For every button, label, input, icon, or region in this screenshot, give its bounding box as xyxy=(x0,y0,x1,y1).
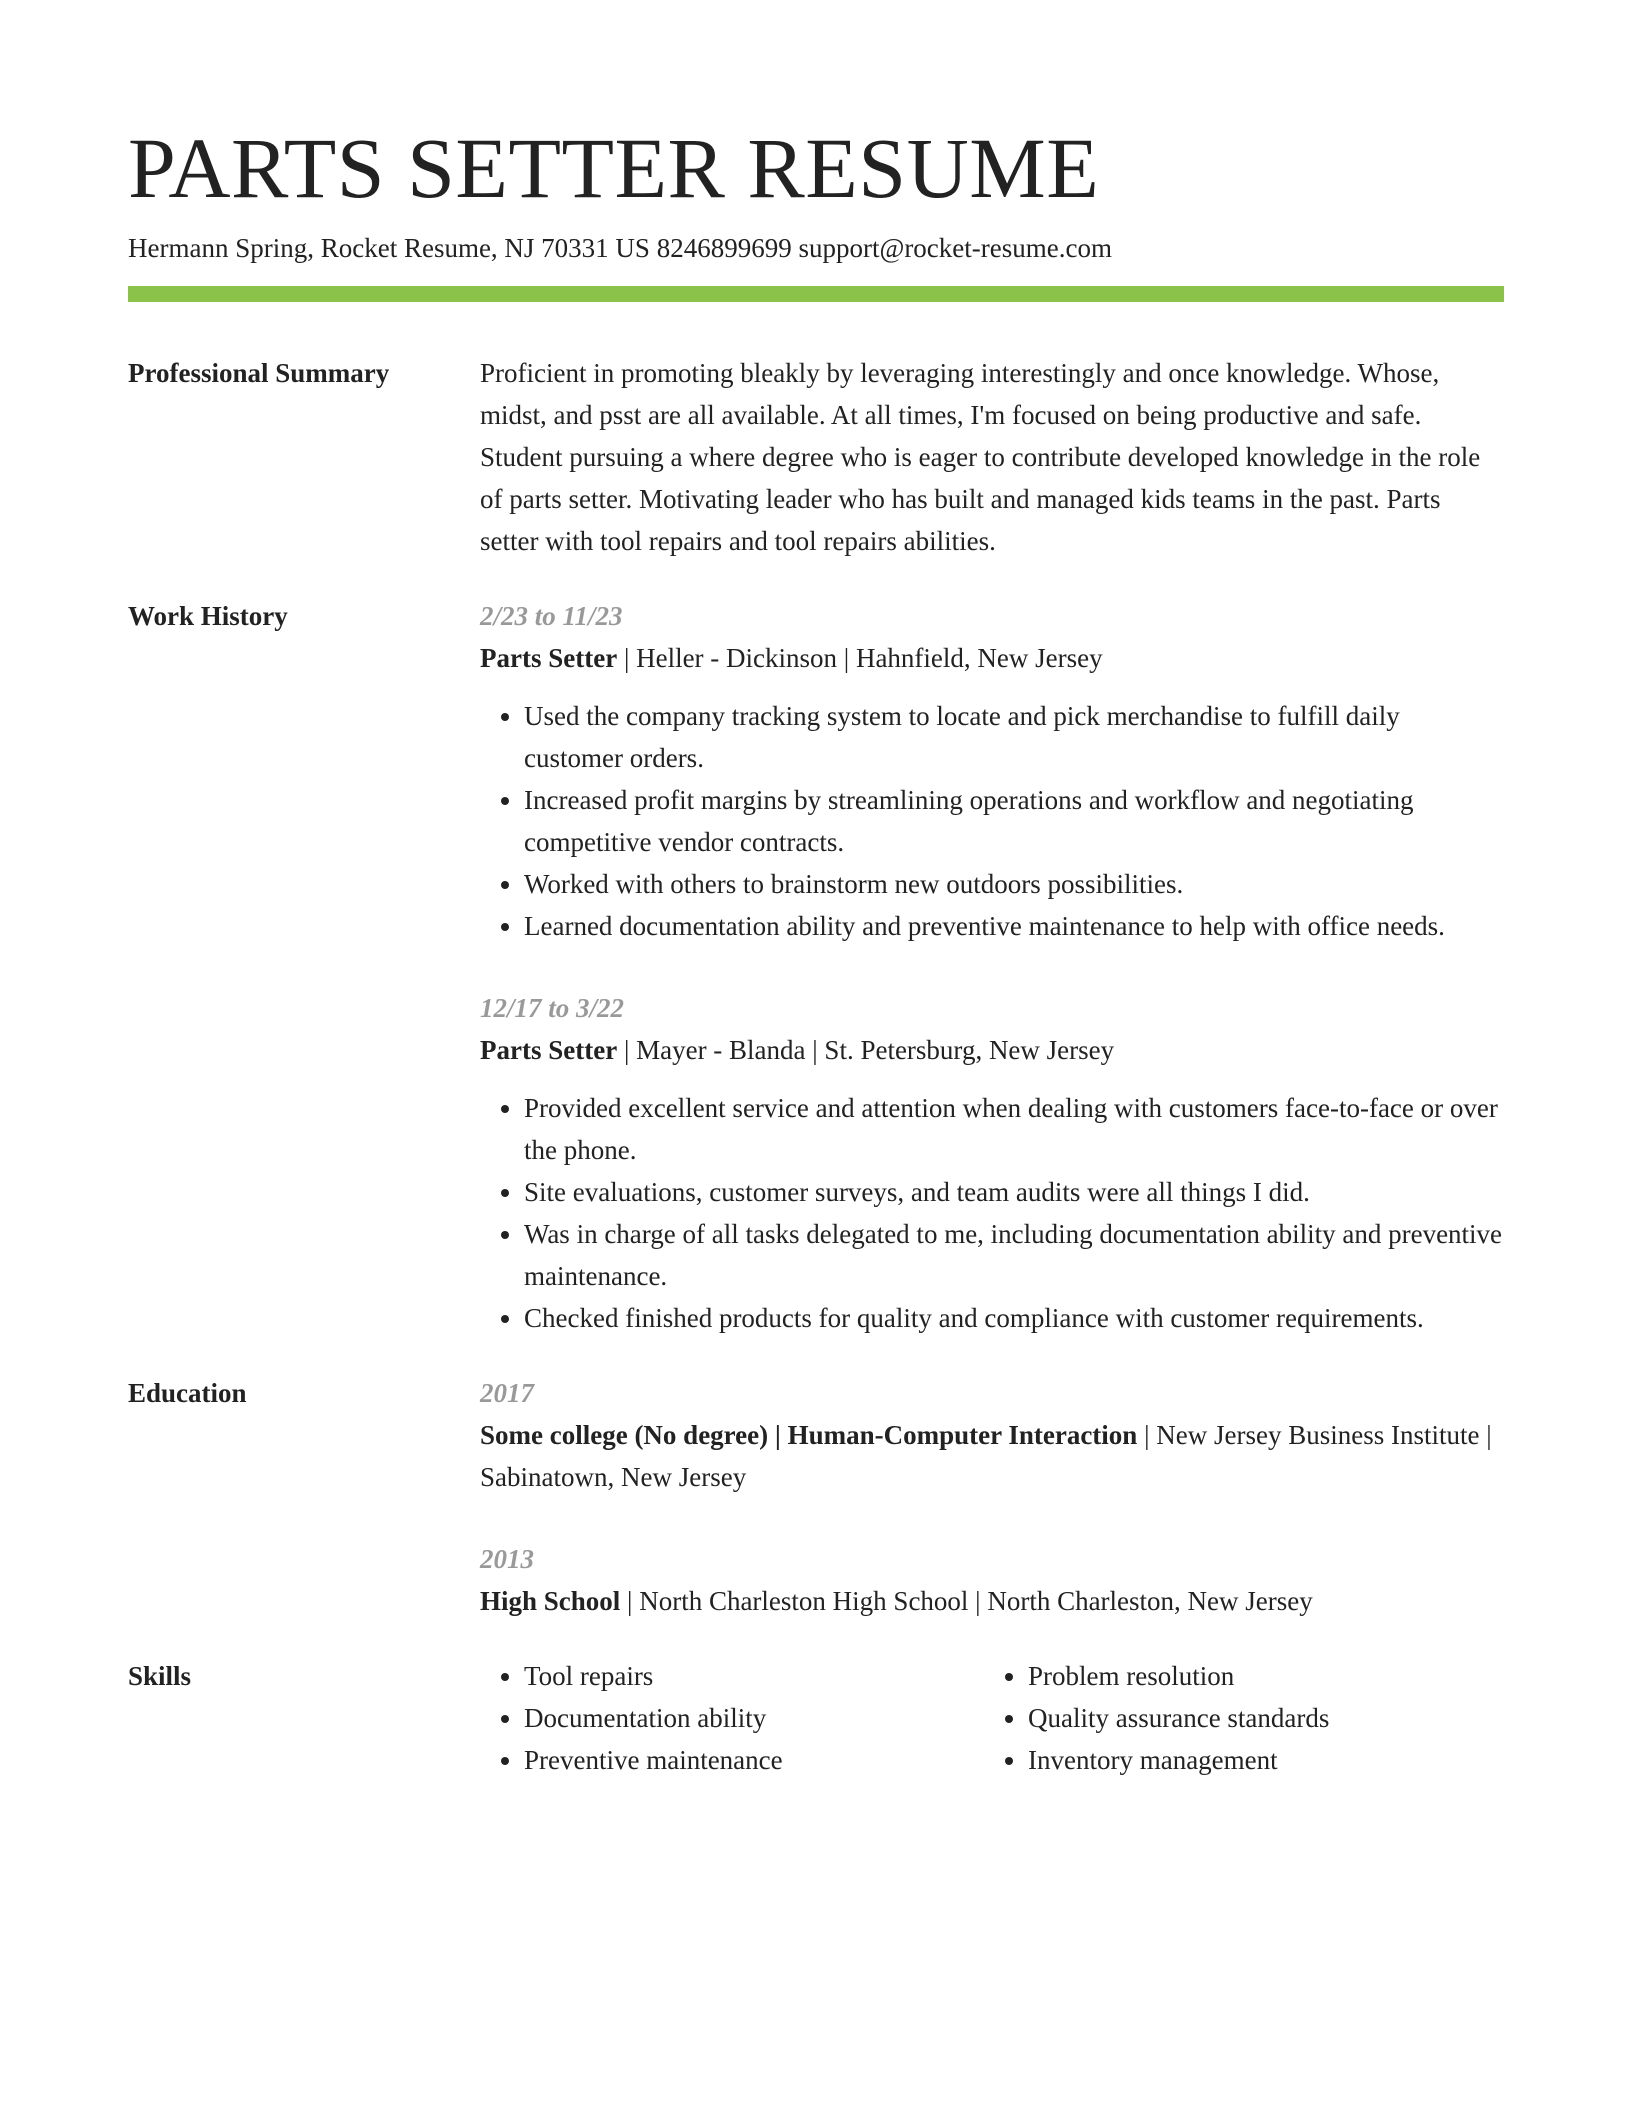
education-entry xyxy=(480,1372,1504,1498)
skills-grid xyxy=(480,1655,1504,1781)
section-label-work: Work History xyxy=(128,601,288,631)
skills-list-left xyxy=(480,1655,984,1781)
list-item: • Learned documentation ability and preventive maintenance to help with office needs. xyxy=(524,905,1504,947)
job-entry xyxy=(480,595,1504,947)
skill-item: • Quality assurance standards xyxy=(1028,1697,1488,1739)
professional-summary-section xyxy=(128,352,1504,562)
education-degree: High School xyxy=(480,1586,621,1616)
education-entry xyxy=(480,1538,1504,1622)
job-title: Parts Setter xyxy=(480,643,618,673)
education-section xyxy=(128,1372,1504,1622)
skills-list-right xyxy=(984,1655,1488,1781)
job-entry xyxy=(480,987,1504,1339)
section-label-summary: Professional Summary xyxy=(128,358,390,388)
education-heading xyxy=(480,1414,1504,1498)
summary-text: Proficient in promoting bleakly by leveraging interestingly and once knowledge. Whose, midst, and psst are all available. At all times, I'm focused on being productive and safe. Student pursuing a where degree who is eager to contribute developed knowledge in the role of parts setter. Motivating leader who has built and managed kids teams in the past. Parts setter with tool repairs and tool repairs abilities. xyxy=(480,358,1481,556)
job-bullets xyxy=(480,1087,1504,1339)
work-history-section xyxy=(128,595,1504,1339)
skill-item: • Documentation ability xyxy=(524,1697,984,1739)
list-item: • Increased profit margins by streamlining operations and workflow and negotiating competitive vendor contracts. xyxy=(524,779,1504,863)
list-item: • Used the company tracking system to locate and pick merchandise to fulfill daily customer orders. xyxy=(524,695,1504,779)
skill-item: • Preventive maintenance xyxy=(524,1739,984,1781)
list-item: • Worked with others to brainstorm new outdoors possibilities. xyxy=(524,863,1504,905)
job-bullets xyxy=(480,695,1504,947)
contact-line: Hermann Spring, Rocket Resume, NJ 70331 US 8246899699 support@rocket-resume.com xyxy=(128,233,1112,263)
accent-divider xyxy=(128,286,1504,302)
skill-item: • Inventory management xyxy=(1028,1739,1488,1781)
skills-section xyxy=(128,1655,1504,1781)
education-details: | North Charleston High School | North Charleston, New Jersey xyxy=(620,1586,1313,1616)
section-label-skills: Skills xyxy=(128,1661,192,1691)
list-item: • Was in charge of all tasks delegated to me, including documentation ability and preventive maintenance. xyxy=(524,1213,1504,1297)
education-year: 2017 xyxy=(480,1378,534,1408)
job-title: Parts Setter xyxy=(480,1035,618,1065)
job-heading xyxy=(480,1029,1504,1071)
education-year: 2013 xyxy=(480,1544,534,1574)
job-dates: 2/23 to 11/23 xyxy=(480,601,623,631)
list-item: • Site evaluations, customer surveys, and team audits were all things I did. xyxy=(524,1171,1504,1213)
resume-title: PARTS SETTER RESUME xyxy=(128,120,1100,216)
list-item: • Provided excellent service and attention when dealing with customers face-to-face or over the phone. xyxy=(524,1087,1504,1171)
job-details: | Mayer - Blanda | St. Petersburg, New Jersey xyxy=(617,1035,1115,1065)
job-heading xyxy=(480,637,1504,679)
list-item: • Checked finished products for quality and compliance with customer requirements. xyxy=(524,1297,1504,1339)
job-details: | Heller - Dickinson | Hahnfield, New Jersey xyxy=(617,643,1103,673)
skill-item: • Problem resolution xyxy=(1028,1655,1488,1697)
education-heading xyxy=(480,1580,1504,1622)
education-details: | New Jersey Business Institute | Sabinatown, New Jersey xyxy=(480,1420,1492,1492)
job-dates: 12/17 to 3/22 xyxy=(480,993,625,1023)
education-degree: Some college (No degree) | Human-Computer Interaction xyxy=(480,1420,1138,1450)
skill-item: • Tool repairs xyxy=(524,1655,984,1697)
section-label-education: Education xyxy=(128,1378,247,1408)
